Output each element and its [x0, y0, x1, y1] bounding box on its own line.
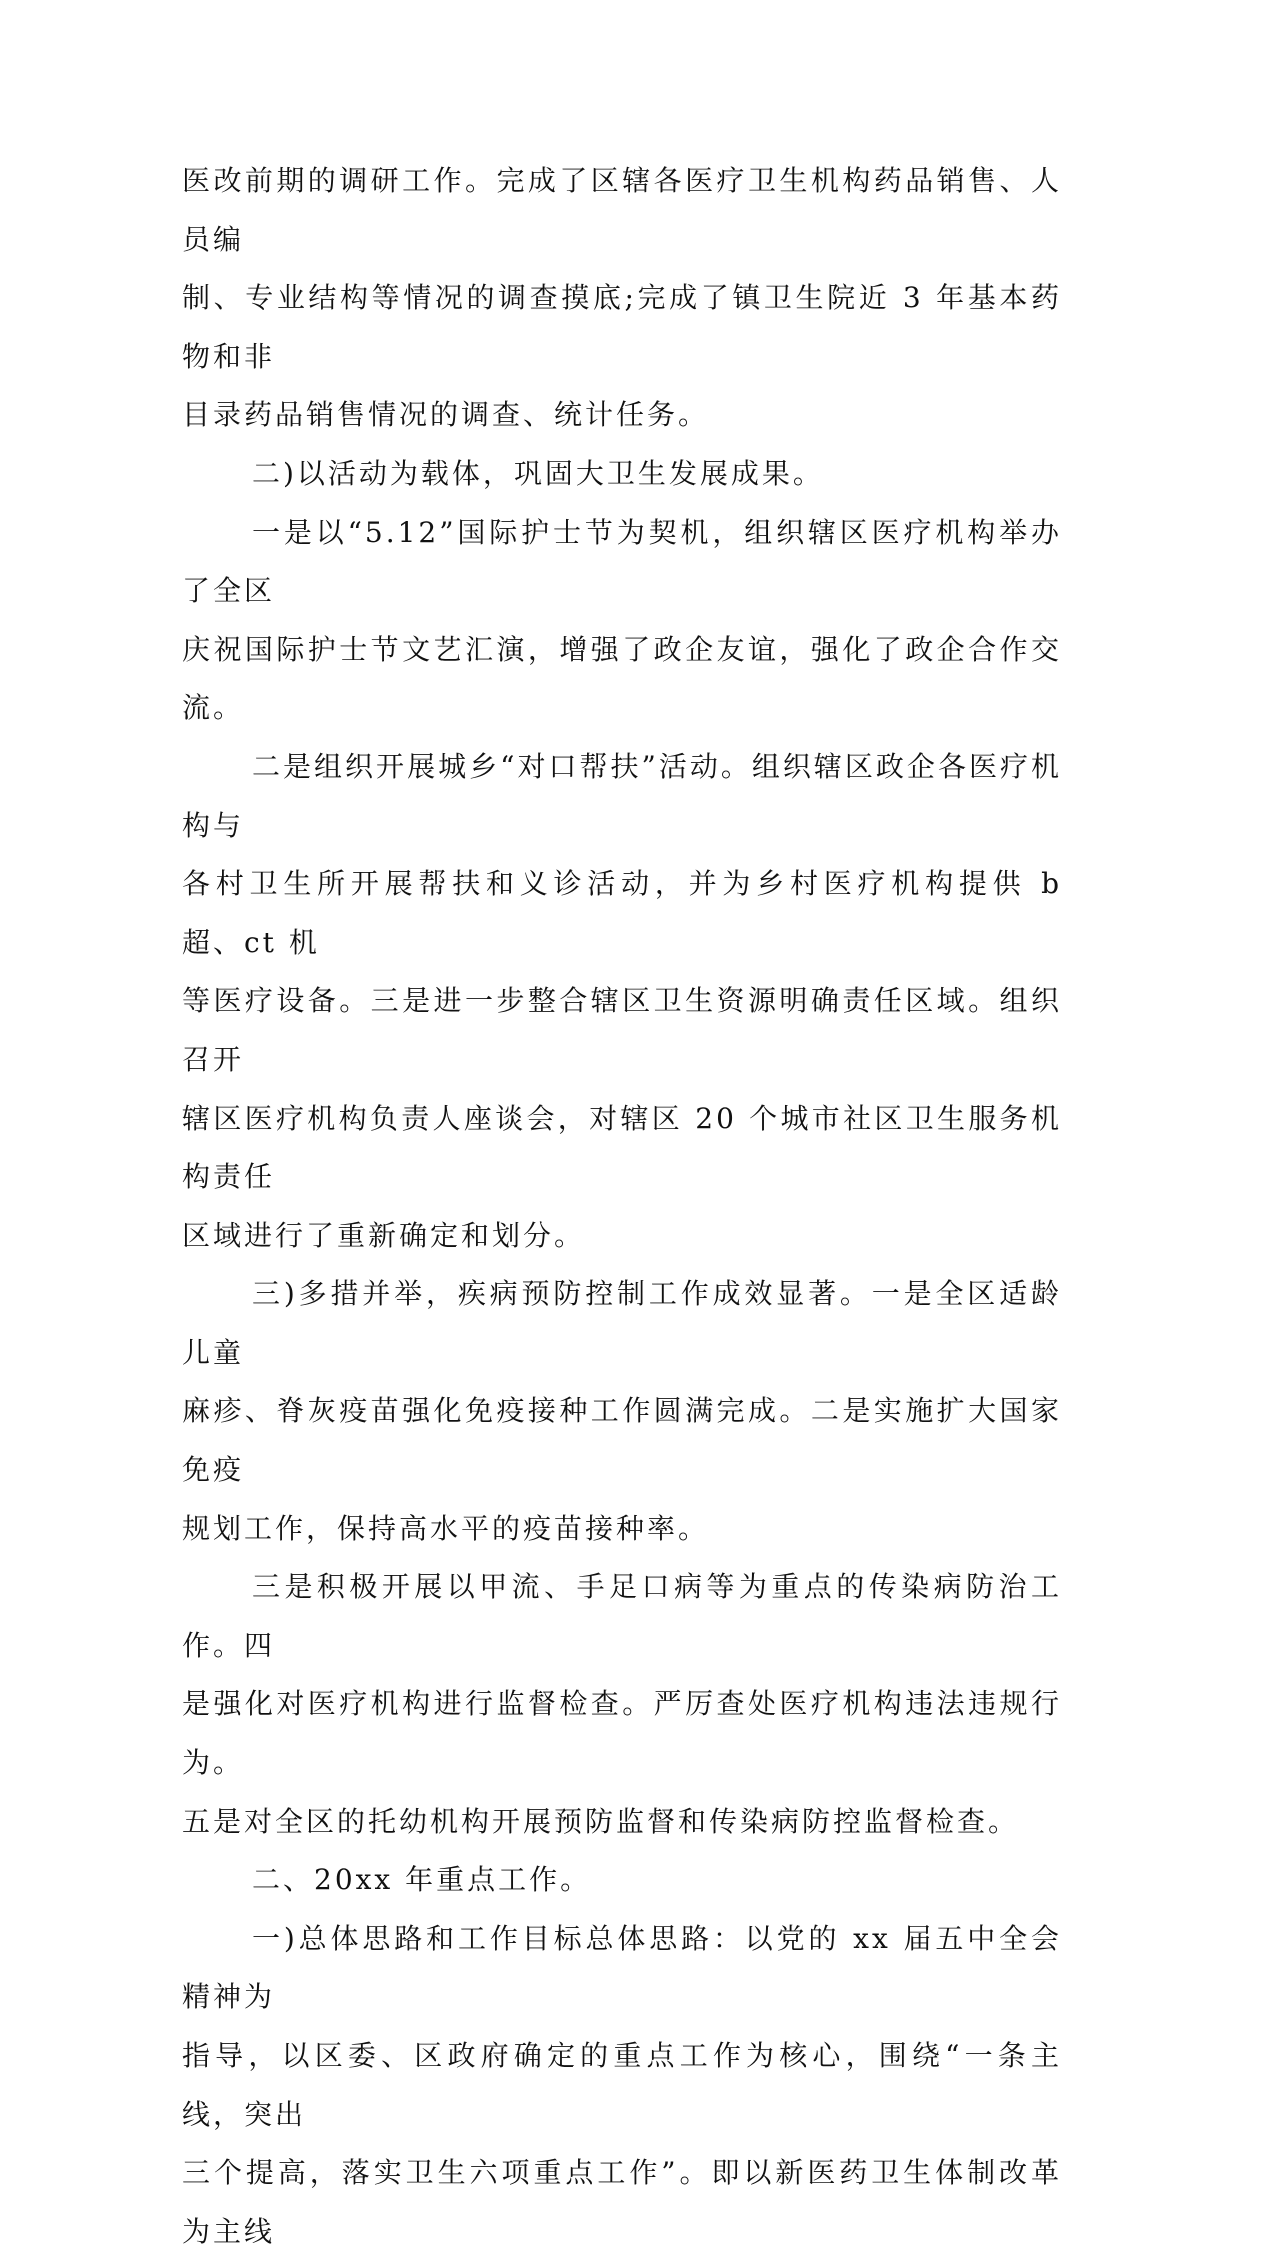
text-line: 是强化对医疗机构进行监督检查。严厉查处医疗机构违法违规行为。	[182, 1687, 1062, 1780]
text-line: 指导，以区委、区政府确定的重点工作为核心，围绕“一条主线，突出	[182, 2039, 1062, 2131]
section-heading-activities	[182, 445, 1062, 504]
text-line: 五是对全区的托幼机构开展预防监督和传染病防控监督检查。	[182, 1804, 1020, 1838]
text-line: 各村卫生所开展帮扶和义诊活动，并为乡村医疗机构提供 b 超、ct 机	[182, 867, 1074, 959]
text-line: 三个提高，落实卫生六项重点工作”。即以新医药卫生体制改革为主线	[182, 2156, 1062, 2248]
text-line: 规划工作，保持高水平的疫苗接种率。	[182, 1511, 710, 1545]
text-line: 区域进行了重新确定和划分。	[182, 1218, 586, 1252]
text-line: 医改前期的调研工作。完成了区辖各医疗卫生机构药品销售、人员编	[182, 164, 1062, 256]
text-line: 二)以活动为载体，巩固大卫生发展成果。	[252, 456, 824, 490]
section-heading-key-work	[182, 1851, 1062, 1910]
paragraph-overall-approach	[182, 1910, 1062, 2261]
paragraph-assistance-program	[182, 738, 1074, 1265]
paragraph-infectious-disease	[182, 1558, 1062, 1851]
text-line: 庆祝国际护士节文艺汇演，增强了政企友谊，强化了政企合作交流。	[182, 632, 1062, 725]
text-line: 一是以“5.12”国际护士节为契机，组织辖区医疗机构举办了全区	[182, 515, 1062, 608]
text-line: 一)总体思路和工作目标总体思路：以党的 xx 届五中全会精神为	[182, 1921, 1062, 2014]
text-line: 三)多措并举，疾病预防控制工作成效显著。一是全区适龄儿童	[182, 1277, 1062, 1369]
text-line: 目录药品销售情况的调查、统计任务。	[182, 398, 710, 432]
text-line: 辖区医疗机构负责人座谈会，对辖区 20 个城市社区卫生服务机构责任	[182, 1101, 1062, 1194]
paragraph-research-work	[182, 152, 1062, 445]
text-line: 二、20xx 年重点工作。	[252, 1863, 592, 1897]
text-line: 等医疗设备。三是进一步整合辖区卫生资源明确责任区域。组织召开	[182, 984, 1062, 1076]
document-body	[182, 152, 1074, 2261]
text-line: 二是组织开展城乡“对口帮扶”活动。组织辖区政企各医疗机构与	[182, 749, 1062, 842]
text-line: 麻疹、脊灰疫苗强化免疫接种工作圆满完成。二是实施扩大国家免疫	[182, 1394, 1062, 1487]
paragraph-disease-prevention	[182, 1265, 1062, 1558]
text-line: 制、专业结构等情况的调查摸底;完成了镇卫生院近 3 年基本药物和非	[182, 281, 1062, 373]
text-line: 三是积极开展以甲流、手足口病等为重点的传染病防治工作。四	[182, 1570, 1062, 1662]
paragraph-nurses-day	[182, 504, 1062, 738]
